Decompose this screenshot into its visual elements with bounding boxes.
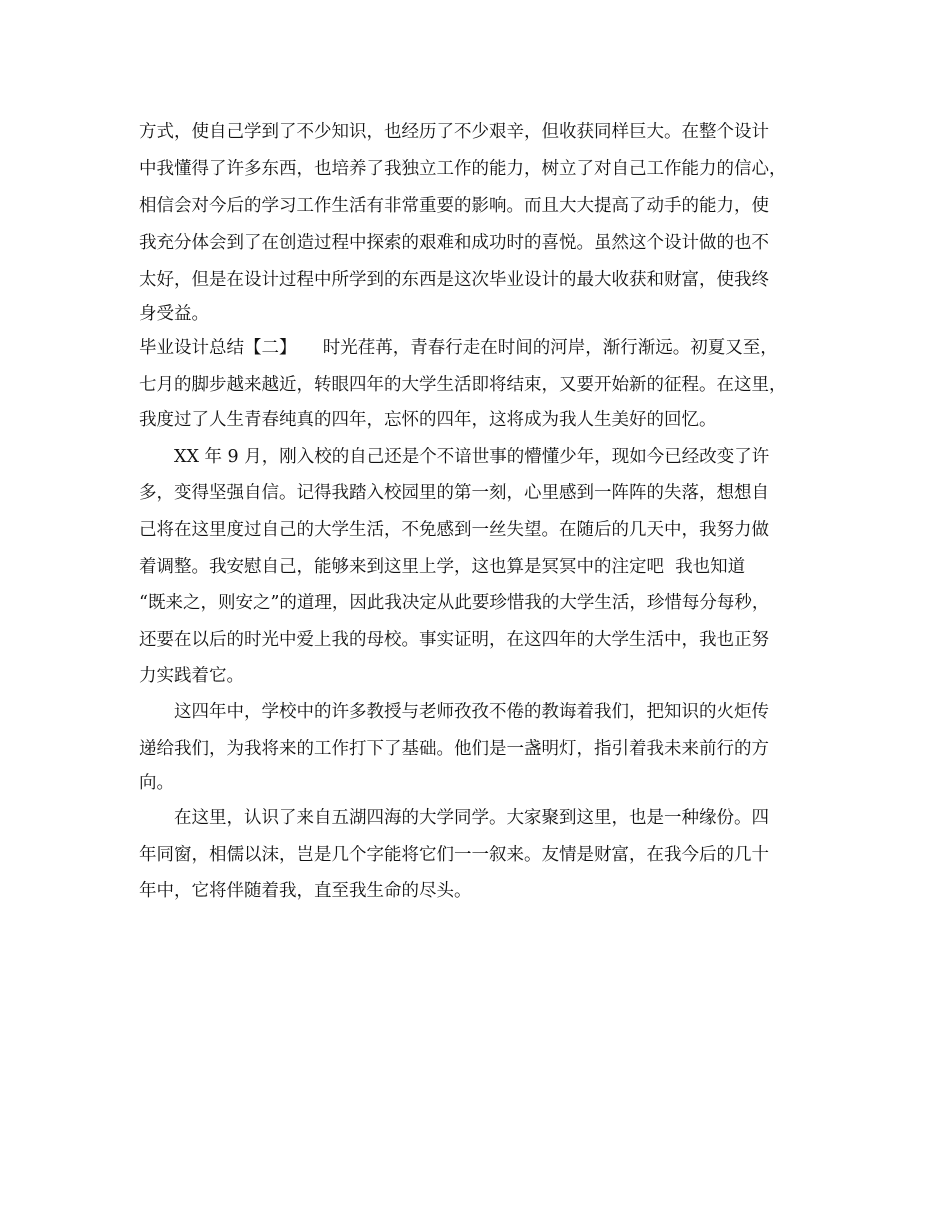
- text-line: 七月的脚步越来越近，转眼四年的大学生活即将结束，又要开始新的征程。在这里，: [139, 375, 787, 395]
- text-line: 己将在这里度过自己的大学生活，不免感到一丝失望。在随后的几天中，我努力做: [139, 520, 769, 540]
- text-line: 还要在以后的时光中爱上我的母校。事实证明，在这四年的大学生活中，我也正努: [139, 630, 769, 650]
- text-line: 我充分体会到了在创造过程中探索的艰难和成功时的喜悦。虽然这个设计做的也不: [139, 233, 769, 253]
- text-line: 我度过了人生青春纯真的四年，忘怀的四年，这将成为我人生美好的回忆。: [139, 410, 717, 430]
- text-line: 这四年中，学校中的许多教授与老师孜孜不倦的教诲着我们，把知识的火炬传: [139, 702, 769, 722]
- text-line: 着调整。我安慰自己，能够来到这里上学，这也算是冥冥中的注定吧 我也知道: [139, 557, 746, 577]
- text-line: 年中，它将伴随着我，直至我生命的尽头。: [139, 881, 472, 901]
- text-line: 中我懂得了许多东西，也培养了我独立工作的能力，树立了对自己工作能力的信心，: [139, 159, 787, 179]
- text-line: XX 年 9 月，刚入校的自己还是个不谙世事的懵懂少年，现如今已经改变了许: [139, 447, 770, 467]
- text-line: 向。: [139, 773, 174, 793]
- text-line: 多，变得坚强自信。记得我踏入校园里的第一刻，心里感到一阵阵的失落，想想自: [139, 483, 769, 503]
- text-line: 力实践着它。: [139, 666, 244, 686]
- text-line: 在这里，认识了来自五湖四海的大学同学。大家聚到这里，也是一种缘份。四: [139, 808, 769, 828]
- text-line: 年同窗，相儒以沫，岂是几个字能将它们一一叙来。友情是财富，在我今后的几十: [139, 845, 769, 865]
- text-line: 相信会对今后的学习工作生活有非常重要的影响。而且大大提高了动手的能力，使: [139, 196, 769, 216]
- text-line: 太好，但是在设计过程中所学到的东西是这次毕业设计的最大收获和财富，使我终: [139, 270, 769, 290]
- text-line: 递给我们，为我将来的工作打下了基础。他们是一盏明灯，指引着我未来前行的方: [139, 739, 769, 759]
- text-line: “既来之，则安之”的道理，因此我决定从此要珍惜我的大学生活，珍惜每分每秒，: [139, 593, 770, 613]
- section-heading-line: 毕业设计总结【二】 时光荏苒，青春行走在时间的河岸，渐行渐远。初夏又至，: [139, 338, 778, 358]
- text-line: 方式，使自己学到了不少知识，也经历了不少艰辛，但收获同样巨大。在整个设计: [139, 122, 769, 142]
- text-line: 身受益。: [139, 304, 209, 324]
